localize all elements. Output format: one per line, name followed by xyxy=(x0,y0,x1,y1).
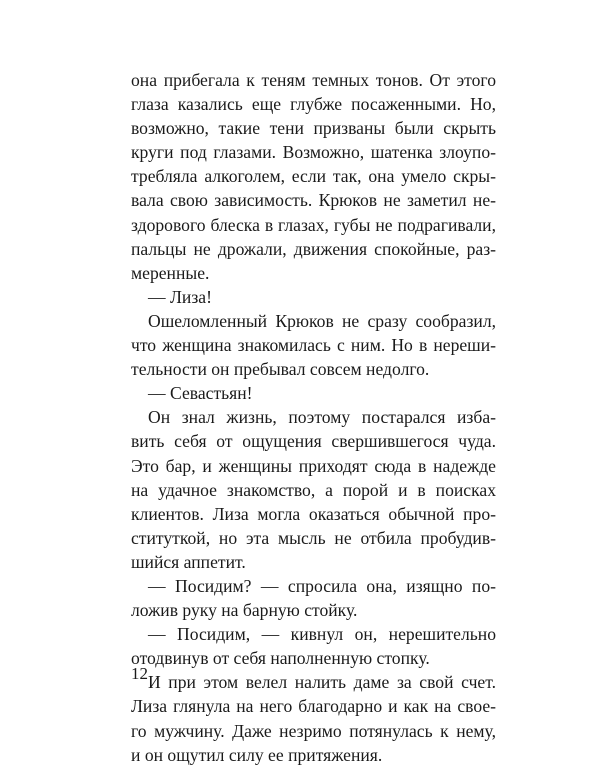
text-line: требляла алкоголем, если так, она умело скры- xyxy=(131,166,496,187)
text-line: го мужчину. Даже незримо потянулась к нему, xyxy=(131,720,496,741)
text-line: вить себя от ощущения свершившегося чуда. xyxy=(131,431,496,452)
text-line: круги под глазами. Возможно, шатенка злоупо- xyxy=(131,142,496,163)
text-line: пальцы не дрожали, движения спокойные, раз- xyxy=(131,238,496,259)
text-line: клиентов. Лиза могла оказаться обычной про- xyxy=(131,503,496,524)
text-line: шийся аппетит. xyxy=(131,551,246,572)
text-line: вала свою зависимость. Крюков не заметил не- xyxy=(131,190,496,211)
text-line: Лиза глянула на него благодарно и как на свое- xyxy=(131,696,496,717)
text-line: Ошеломленный Крюков не сразу сообразил, xyxy=(148,310,496,331)
text-line: глаза казались еще глубже посаженными. Но, xyxy=(131,94,496,115)
text-line: меренные. xyxy=(131,262,210,283)
text-line: на удачное знакомство, а порой и в поисках xyxy=(131,479,496,500)
text-line: что женщина знакомилась с ним. Но в нереши- xyxy=(131,335,496,356)
text-line: здорового блеска в глазах, губы не подрагивали, xyxy=(131,214,496,235)
text-line: — Севастьян! xyxy=(148,383,253,404)
text-line: отодвинув от себя наполненную стопку. xyxy=(131,648,430,669)
text-line: Он знал жизнь, поэтому постарался изба- xyxy=(148,407,496,428)
text-line: — Лиза! xyxy=(148,286,212,307)
text-line: возможно, такие тени призваны были скрыть xyxy=(131,118,496,139)
text-line: тельности он пребывал совсем недолго. xyxy=(131,359,430,380)
text-line: — Посидим, — кивнул он, нерешительно xyxy=(148,624,496,645)
text-line: и он ощутил силу ее притяжения. xyxy=(131,744,383,765)
page-number: 12 xyxy=(131,664,148,683)
text-line: она прибегала к теням темных тонов. От этого xyxy=(131,70,496,90)
text-line: Это бар, и женщины приходят сюда в надежде xyxy=(131,455,496,476)
text-line: И при этом велел налить даме за свой счет. xyxy=(148,672,496,693)
text-line: — Посидим? — спросила она, изящно по- xyxy=(148,575,496,596)
body-text xyxy=(131,68,496,767)
text-line: ложив руку на барную стойку. xyxy=(131,600,358,621)
text-line: ституткой, но эта мысль не отбила пробудив- xyxy=(131,527,496,548)
